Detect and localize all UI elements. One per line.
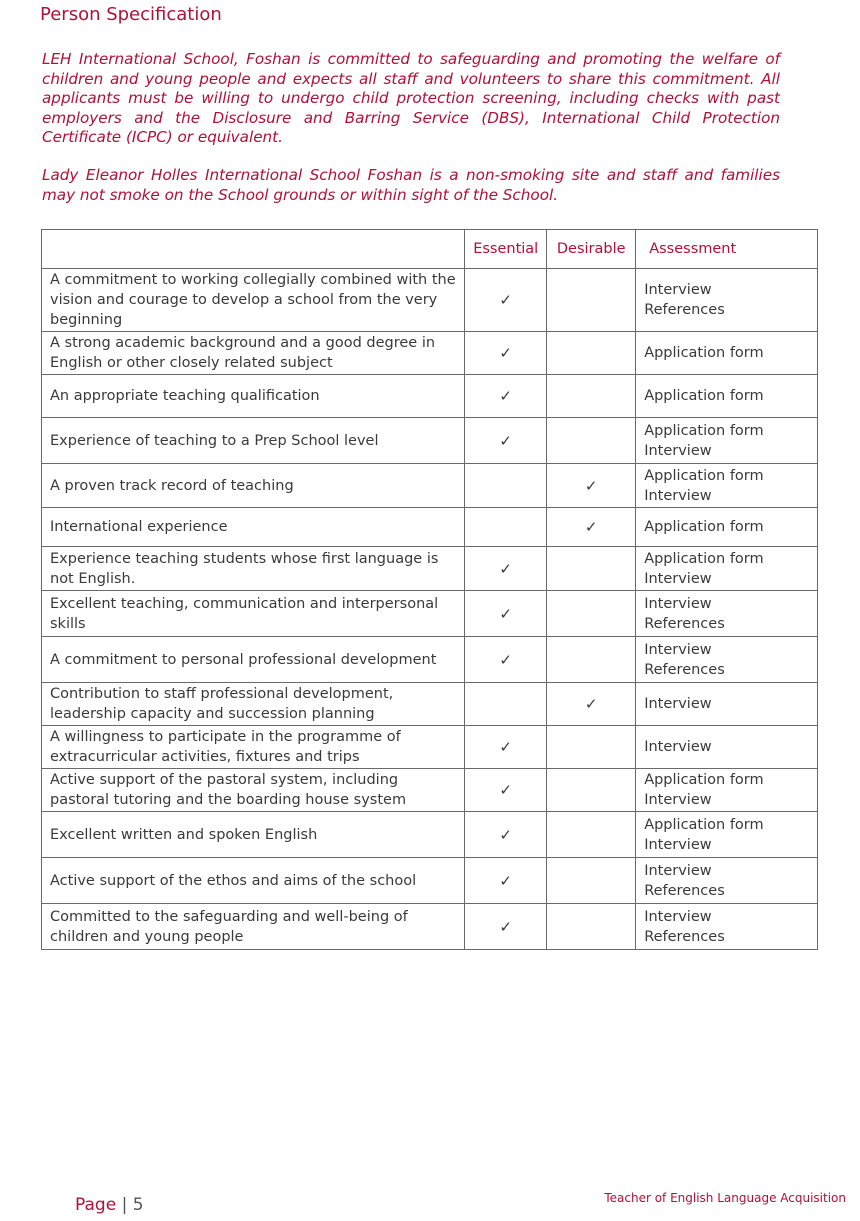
essential-check-cell [465, 508, 547, 547]
assessment-method: References [644, 615, 725, 632]
criterion-cell: A willingness to participate in the programme of extracurricular activities, fixtures and trips [42, 726, 465, 769]
desirable-check-cell [547, 904, 636, 950]
assessment-method: Interview [644, 792, 712, 808]
essential-header: Essential [465, 230, 547, 269]
table-row [42, 269, 818, 332]
desirable-check-cell [547, 769, 636, 812]
assessment-method: Application form [644, 422, 764, 439]
assessment-cell [636, 418, 818, 464]
assessment-method: Interview [644, 836, 712, 853]
assessment-method: Interview [644, 908, 712, 925]
assessment-cell [636, 683, 818, 726]
essential-check-cell [465, 683, 547, 726]
desirable-check-cell [547, 858, 636, 904]
assessment-cell [636, 508, 818, 547]
table-row [42, 637, 818, 683]
non-smoking-statement [42, 166, 780, 205]
desirable-check-cell [547, 637, 636, 683]
criterion-cell: Experience of teaching to a Prep School level [42, 418, 465, 464]
assessment-cell [636, 858, 818, 904]
table-row [42, 726, 818, 769]
assessment-method: Application form [644, 467, 764, 484]
assessment-cell [636, 464, 818, 508]
table-body [42, 269, 818, 950]
desirable-check-cell [547, 726, 636, 769]
essential-check-cell: ✓ [465, 812, 547, 858]
assessment-cell [636, 269, 818, 332]
table-row [42, 683, 818, 726]
essential-check-cell: ✓ [465, 269, 547, 332]
criterion-cell: A strong academic background and a good degree in English or other closely related subject [42, 332, 465, 375]
assessment-method: References [644, 928, 725, 945]
table-row [42, 591, 818, 637]
assessment-method: References [644, 661, 725, 678]
page-number [75, 1195, 144, 1215]
criterion-cell: A commitment to working collegially combined with the vision and courage to develop a school from the very beginning [42, 269, 465, 332]
criterion-header [42, 230, 465, 269]
assessment-cell [636, 769, 818, 812]
assessment-method: Interview [644, 696, 712, 712]
desirable-check-cell [547, 269, 636, 332]
safeguarding-text: LEH International School, Foshan is committed to safeguarding and promoting the welfare of children and young people and expects all staff and volunteers to share this commitment. All applicants must be willing to undergo child protection screening, including checks with past employers and the Disclosure and Barring Service (DBS), International Child Protection Certificate (ICPC) or equivalent. [42, 50, 780, 146]
person-specification-table [41, 229, 818, 950]
assessment-method: References [644, 882, 725, 899]
assessment-method: Application form [644, 550, 764, 567]
essential-check-cell: ✓ [465, 637, 547, 683]
desirable-header: Desirable [547, 230, 636, 269]
criterion-cell: Active support of the ethos and aims of the school [42, 858, 465, 904]
desirable-check-cell [547, 375, 636, 418]
desirable-check-cell [547, 332, 636, 375]
desirable-check-cell [547, 547, 636, 591]
criterion-cell: International experience [42, 508, 465, 547]
assessment-cell [636, 812, 818, 858]
table-row [42, 418, 818, 464]
footer-role-title: Teacher of English Language Acquisition [604, 1191, 846, 1205]
assessment-cell [636, 726, 818, 769]
assessment-method: Interview [644, 739, 712, 755]
table-row [42, 904, 818, 950]
table-row [42, 547, 818, 591]
criterion-cell: Committed to the safeguarding and well-being of children and young people [42, 904, 465, 950]
criterion-cell: A commitment to personal professional development [42, 637, 465, 683]
table-row [42, 508, 818, 547]
table-row [42, 812, 818, 858]
assessment-cell [636, 375, 818, 418]
essential-check-cell: ✓ [465, 332, 547, 375]
essential-check-cell: ✓ [465, 858, 547, 904]
assessment-header: Assessment [636, 230, 818, 269]
assessment-method: Application form [644, 345, 764, 361]
non-smoking-text: Lady Eleanor Holles International School Foshan is a non-smoking site and staff and families may not smoke on the School grounds or within sight of the School. [42, 166, 780, 204]
essential-check-cell: ✓ [465, 769, 547, 812]
table-row [42, 332, 818, 375]
assessment-method: Interview [644, 641, 712, 658]
assessment-cell [636, 332, 818, 375]
page-number-value: 5 [132, 1195, 144, 1215]
assessment-method: Application form [644, 772, 764, 788]
assessment-method: References [644, 302, 725, 318]
assessment-method: Interview [644, 282, 712, 298]
essential-check-cell: ✓ [465, 591, 547, 637]
essential-check-cell: ✓ [465, 726, 547, 769]
criterion-cell: A proven track record of teaching [42, 464, 465, 508]
assessment-method: Interview [644, 442, 712, 459]
table-row [42, 375, 818, 418]
desirable-check-cell [547, 418, 636, 464]
page-title: Person Specification [40, 4, 222, 25]
criterion-cell: Excellent teaching, communication and interpersonal skills [42, 591, 465, 637]
safeguarding-statement [42, 50, 780, 148]
page-label: Page [75, 1195, 117, 1215]
table-row [42, 769, 818, 812]
criterion-cell: Experience teaching students whose first language is not English. [42, 547, 465, 591]
assessment-method: Interview [644, 862, 712, 879]
assessment-cell [636, 637, 818, 683]
assessment-method: Interview [644, 570, 712, 587]
assessment-method: Application form [644, 388, 764, 404]
page-separator: | [121, 1195, 128, 1215]
table-row [42, 858, 818, 904]
essential-check-cell: ✓ [465, 547, 547, 591]
desirable-check-cell: ✓ [547, 464, 636, 508]
desirable-check-cell: ✓ [547, 508, 636, 547]
desirable-check-cell: ✓ [547, 683, 636, 726]
criterion-cell: Contribution to staff professional development, leadership capacity and succession planning [42, 683, 465, 726]
desirable-check-cell [547, 812, 636, 858]
assessment-cell [636, 591, 818, 637]
table-row [42, 464, 818, 508]
assessment-method: Application form [644, 519, 764, 535]
assessment-cell [636, 547, 818, 591]
table-header-row [42, 230, 818, 269]
assessment-method: Interview [644, 487, 712, 504]
desirable-check-cell [547, 591, 636, 637]
essential-check-cell: ✓ [465, 418, 547, 464]
essential-check-cell: ✓ [465, 375, 547, 418]
essential-check-cell [465, 464, 547, 508]
assessment-cell [636, 904, 818, 950]
criterion-cell: Excellent written and spoken English [42, 812, 465, 858]
criterion-cell: Active support of the pastoral system, including pastoral tutoring and the boarding house system [42, 769, 465, 812]
essential-check-cell: ✓ [465, 904, 547, 950]
assessment-method: Application form [644, 816, 764, 833]
criterion-cell: An appropriate teaching qualification [42, 375, 465, 418]
assessment-method: Interview [644, 595, 712, 612]
